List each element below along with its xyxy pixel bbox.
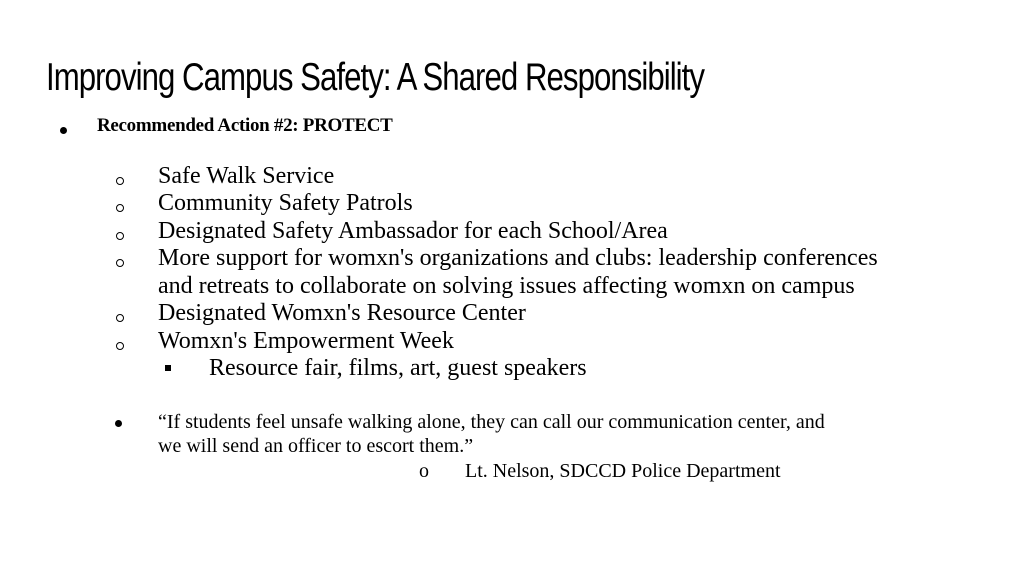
action-heading: Recommended Action #2: PROTECT	[97, 115, 393, 136]
sub-item-patrols: Community Safety Patrols	[158, 190, 413, 216]
attribution: Lt. Nelson, SDCCD Police Department	[465, 460, 781, 482]
sub-item-ambassador: Designated Safety Ambassador for each School/Area	[158, 218, 668, 244]
circle-bullet-icon	[110, 227, 130, 245]
quote-line-2: we will send an officer to escort them.”	[158, 435, 474, 457]
quote-line-1: “If students feel unsafe walking alone, they can call our communication center, and	[158, 411, 825, 433]
bullet-dot-icon	[108, 414, 128, 432]
sub-item-womxn-support-line1: More support for womxn's organizations and clubs: leadership conferences	[158, 245, 878, 271]
slide-title: Improving Campus Safety: A Shared Responsibility	[46, 56, 705, 99]
sub-sub-item-resource-fair: Resource fair, films, art, guest speakers	[209, 355, 587, 381]
circle-bullet-icon	[110, 172, 130, 190]
square-bullet-icon	[158, 358, 178, 376]
circle-bullet-icon	[110, 337, 130, 355]
attribution-marker: o	[419, 460, 429, 482]
circle-bullet-icon	[110, 199, 130, 217]
circle-bullet-icon	[110, 254, 130, 272]
sub-item-empowerment-week: Womxn's Empowerment Week	[158, 328, 454, 354]
bullet-dot-icon	[53, 121, 73, 139]
sub-item-resource-center: Designated Womxn's Resource Center	[158, 300, 526, 326]
circle-bullet-icon	[110, 309, 130, 327]
sub-item-womxn-support-line2: and retreats to collaborate on solving issues affecting womxn on campus	[158, 273, 855, 299]
sub-item-safe-walk: Safe Walk Service	[158, 163, 335, 189]
